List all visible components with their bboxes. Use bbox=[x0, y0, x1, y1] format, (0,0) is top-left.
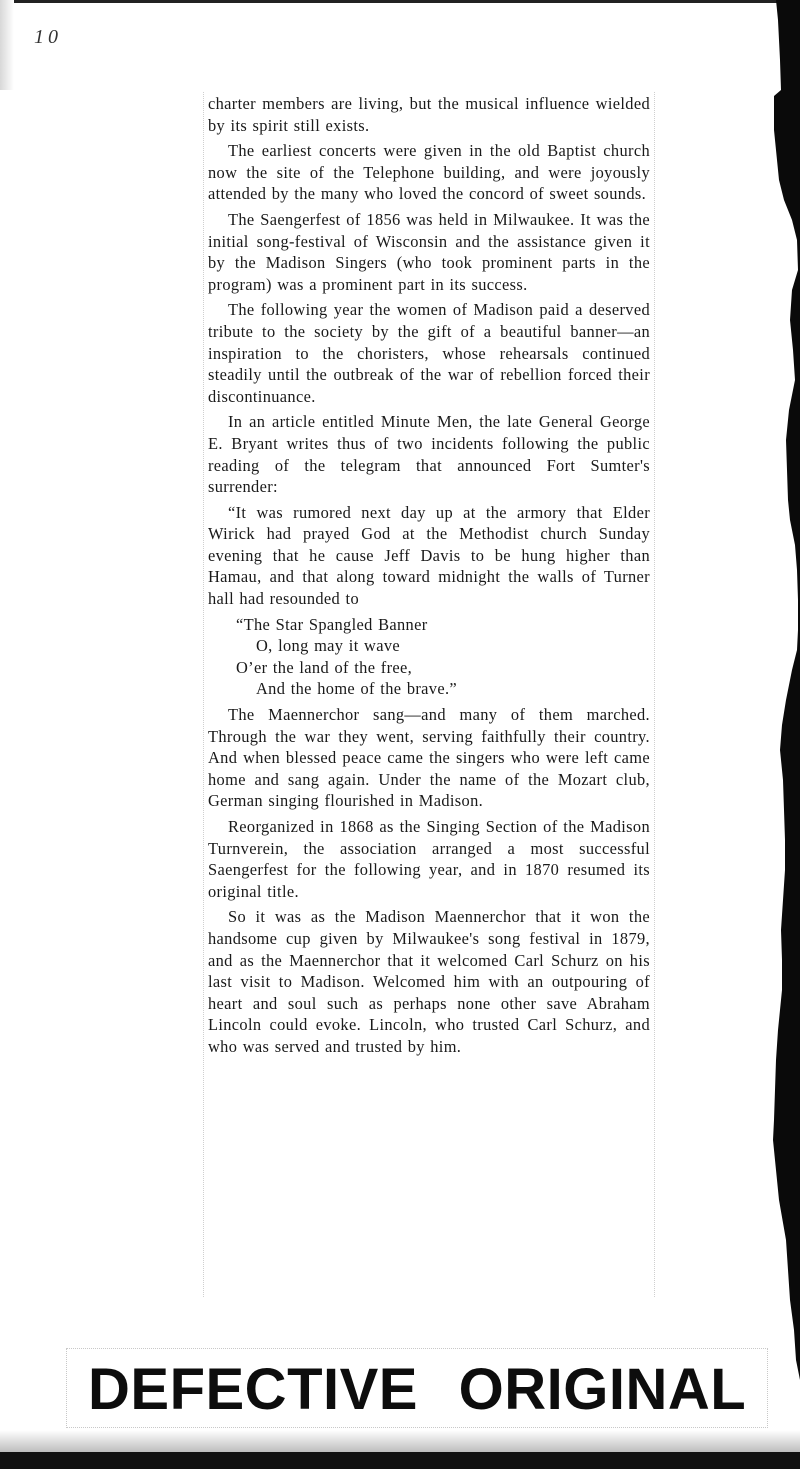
scan-corner-shade bbox=[0, 0, 14, 90]
paragraph-quote: “It was rumored next day up at the armory that Elder Wirick had prayed God at the Methodist church Sunday evening that he cause Jeff Davis to be hung higher than Hamau, and that along toward midnight the walls of Turner hall had resounded to bbox=[208, 502, 650, 609]
scan-bottom-edge bbox=[0, 1452, 800, 1469]
handwritten-page-number: 10 bbox=[34, 26, 62, 48]
paragraph: So it was as the Madison Maennerchor that it won the handsome cup given by Milwaukee's song festival in 1879, and as the Maennerchor that it welcomed Carl Schurz on his last visit to Madison. Welcomed him with an outpouring of heart and soul such as perhaps none other save Abraham Lincoln could evoke. Lincoln, who trusted Carl Schurz, and who was served and trusted by him. bbox=[208, 907, 650, 1056]
verse-line: O, long may it wave bbox=[256, 636, 401, 656]
paragraph: The Saengerfest of 1856 was held in Milwaukee. It was the initial song-festival of Wisconsin and the assistance given it by the Madison Singers (who took prominent parts in the program) was a prominent part in its success. bbox=[208, 209, 650, 294]
paragraph: charter members are living, but the musical influence wielded by its spirit still exists. bbox=[208, 94, 650, 135]
verse-line: And the home of the brave.” bbox=[256, 679, 458, 699]
paragraph: The following year the women of Madison paid a deserved tribute to the society by the gift of a beautiful banner—an inspiration to the choristers, whose rehearsals continued steadily until the outbreak of the war of rebellion forced their discontinuance. bbox=[208, 300, 650, 406]
verse-line: O’er the land of the free, bbox=[236, 657, 413, 677]
paragraph: Reorganized in 1868 as the Singing Section of the Madison Turnverein, the association arranged a most successful Saengerfest for the following year, and in 1870 resumed its original title. bbox=[208, 817, 650, 901]
scan-top-edge bbox=[0, 0, 800, 3]
song-verse bbox=[208, 614, 650, 700]
paragraph: The earliest concerts were given in the old Baptist church now the site of the Telephone building, and were joyously attended by the many who loved the concord of sweet sounds. bbox=[208, 141, 650, 204]
defective-original-stamp: DEFECTIVE ORIGINAL bbox=[88, 1357, 747, 1422]
scan-bottom-shade bbox=[0, 1430, 800, 1452]
paragraph: The Maennerchor sang—and many of them marched. Through the war they went, serving faithfully their country. And when blessed peace came the singers who were left came home and sang again. Under the name of the Mozart club, German singing flourished in Madison. bbox=[208, 705, 650, 811]
paragraph: In an article entitled Minute Men, the late General George E. Bryant writes thus of two incidents following the public reading of the telegram that announced Fort Sumter's surrender: bbox=[208, 412, 650, 497]
verse-line: “The Star Spangled Banner bbox=[236, 614, 428, 634]
article-body bbox=[208, 93, 650, 1062]
